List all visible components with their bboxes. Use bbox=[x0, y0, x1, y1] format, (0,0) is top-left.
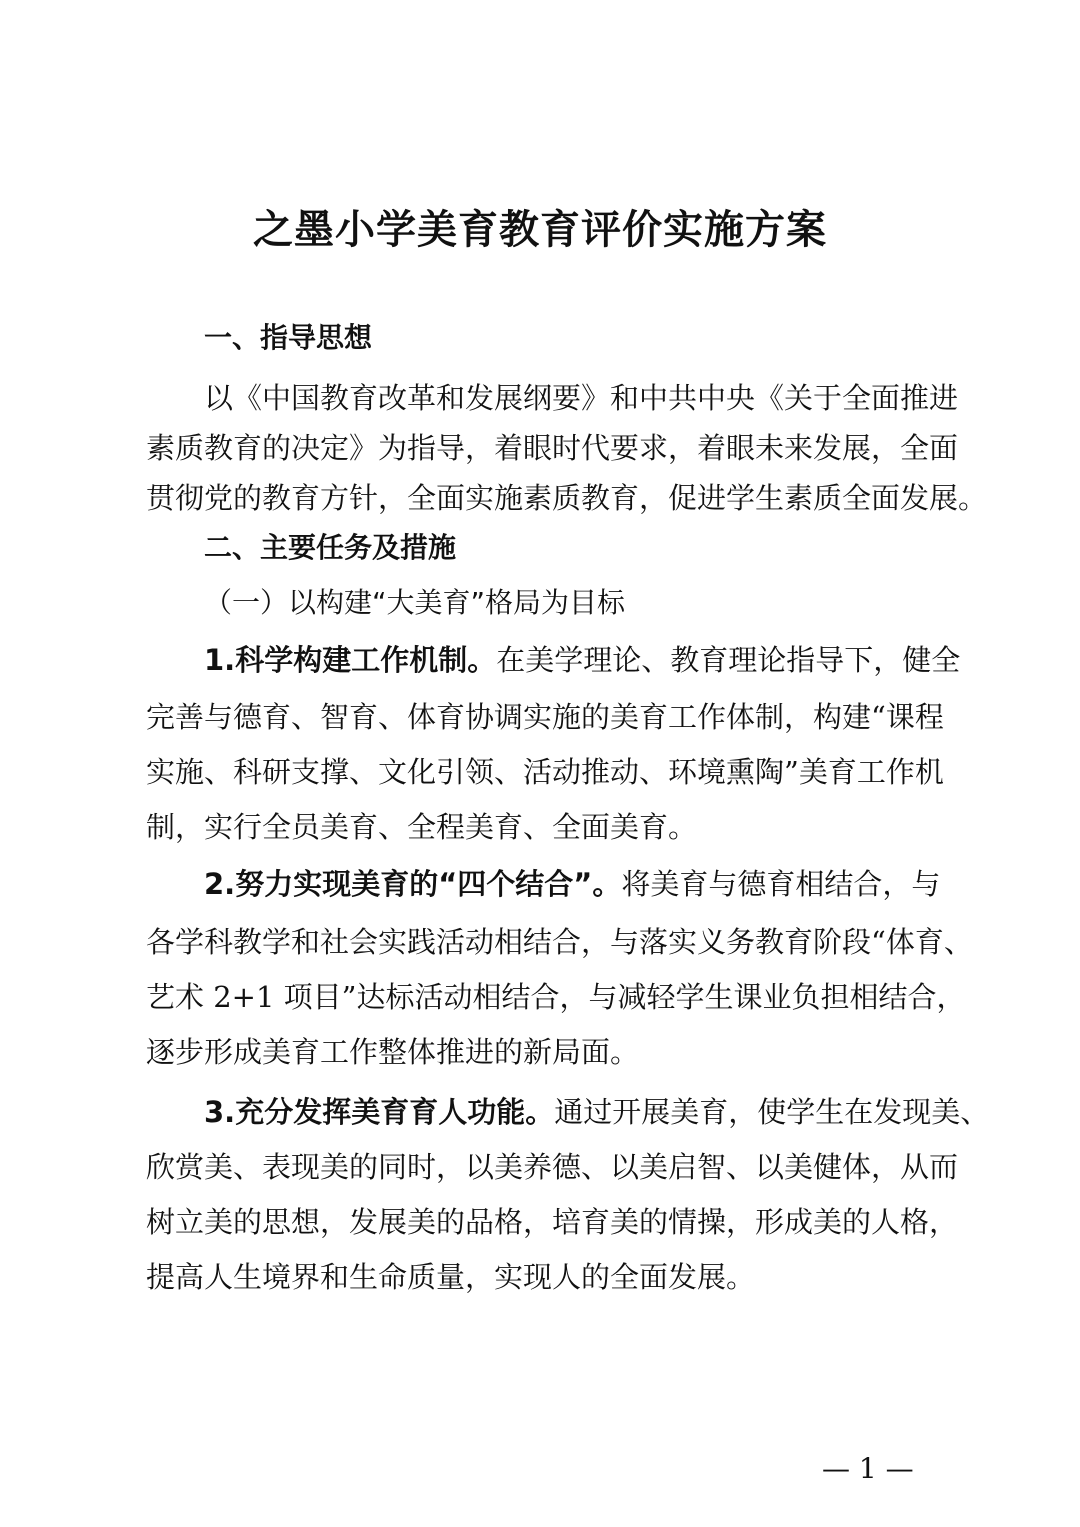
item-1-first-line bbox=[204, 640, 960, 680]
item-2-first-line bbox=[204, 864, 940, 904]
paragraph-line: 以《中国教育改革和发展纲要》和中共中央《关于全面推进 bbox=[204, 381, 959, 415]
paragraph-line: 欣赏美、表现美的同时，以美养德、以美启智、以美健体，从而 bbox=[146, 1150, 959, 1184]
document-title: 之墨小学美育教育评价实施方案 bbox=[253, 206, 827, 253]
item-2-lead: 2.努力实现美育的“四个结合”。 bbox=[204, 867, 622, 901]
section-heading-guiding-ideology: 一、指导思想 bbox=[204, 321, 373, 354]
paragraph-line: 实施、科研支撑、文化引领、活动推动、环境熏陶”美育工作机 bbox=[146, 755, 944, 789]
paragraph-line: 艺术 2+1 项目”达标活动相结合，与减轻学生课业负担相结合， bbox=[146, 980, 966, 1014]
paragraph-line: 各学科教学和社会实践活动相结合，与落实义务教育阶段“体育、 bbox=[146, 925, 973, 959]
section-heading-main-tasks: 二、主要任务及措施 bbox=[204, 531, 457, 564]
paragraph-line: 完善与德育、智育、体育协调实施的美育工作体制，构建“课程 bbox=[146, 700, 944, 734]
item-2-rest: 将美育与德育相结合，与 bbox=[621, 867, 941, 901]
item-3-first-line bbox=[204, 1092, 989, 1132]
paragraph-line: 制，实行全员美育、全程美育、全面美育。 bbox=[146, 810, 698, 844]
paragraph-line: 提高人生境界和生命质量，实现人的全面发展。 bbox=[146, 1260, 756, 1294]
item-1-rest: 在美学理论、教育理论指导下，健全 bbox=[496, 643, 961, 677]
sub-heading-big-aesthetic-education: （一）以构建“大美育”格局为目标 bbox=[204, 586, 626, 619]
paragraph-line: 素质教育的决定》为指导，着眼时代要求，着眼未来发展，全面 bbox=[146, 431, 959, 465]
page-number: — 1 — bbox=[822, 1452, 914, 1485]
paragraph-line: 树立美的思想，发展美的品格，培育美的情操，形成美的人格， bbox=[146, 1205, 959, 1239]
paragraph-line: 贯彻党的教育方针，全面实施素质教育，促进学生素质全面发展。 bbox=[146, 481, 988, 515]
paragraph-line: 逐步形成美育工作整体推进的新局面。 bbox=[146, 1035, 640, 1069]
item-1-lead: 1.科学构建工作机制。 bbox=[204, 643, 497, 677]
item-3-rest: 通过开展美育，使学生在发现美、 bbox=[554, 1095, 990, 1129]
item-3-lead: 3.充分发挥美育育人功能。 bbox=[204, 1095, 555, 1129]
